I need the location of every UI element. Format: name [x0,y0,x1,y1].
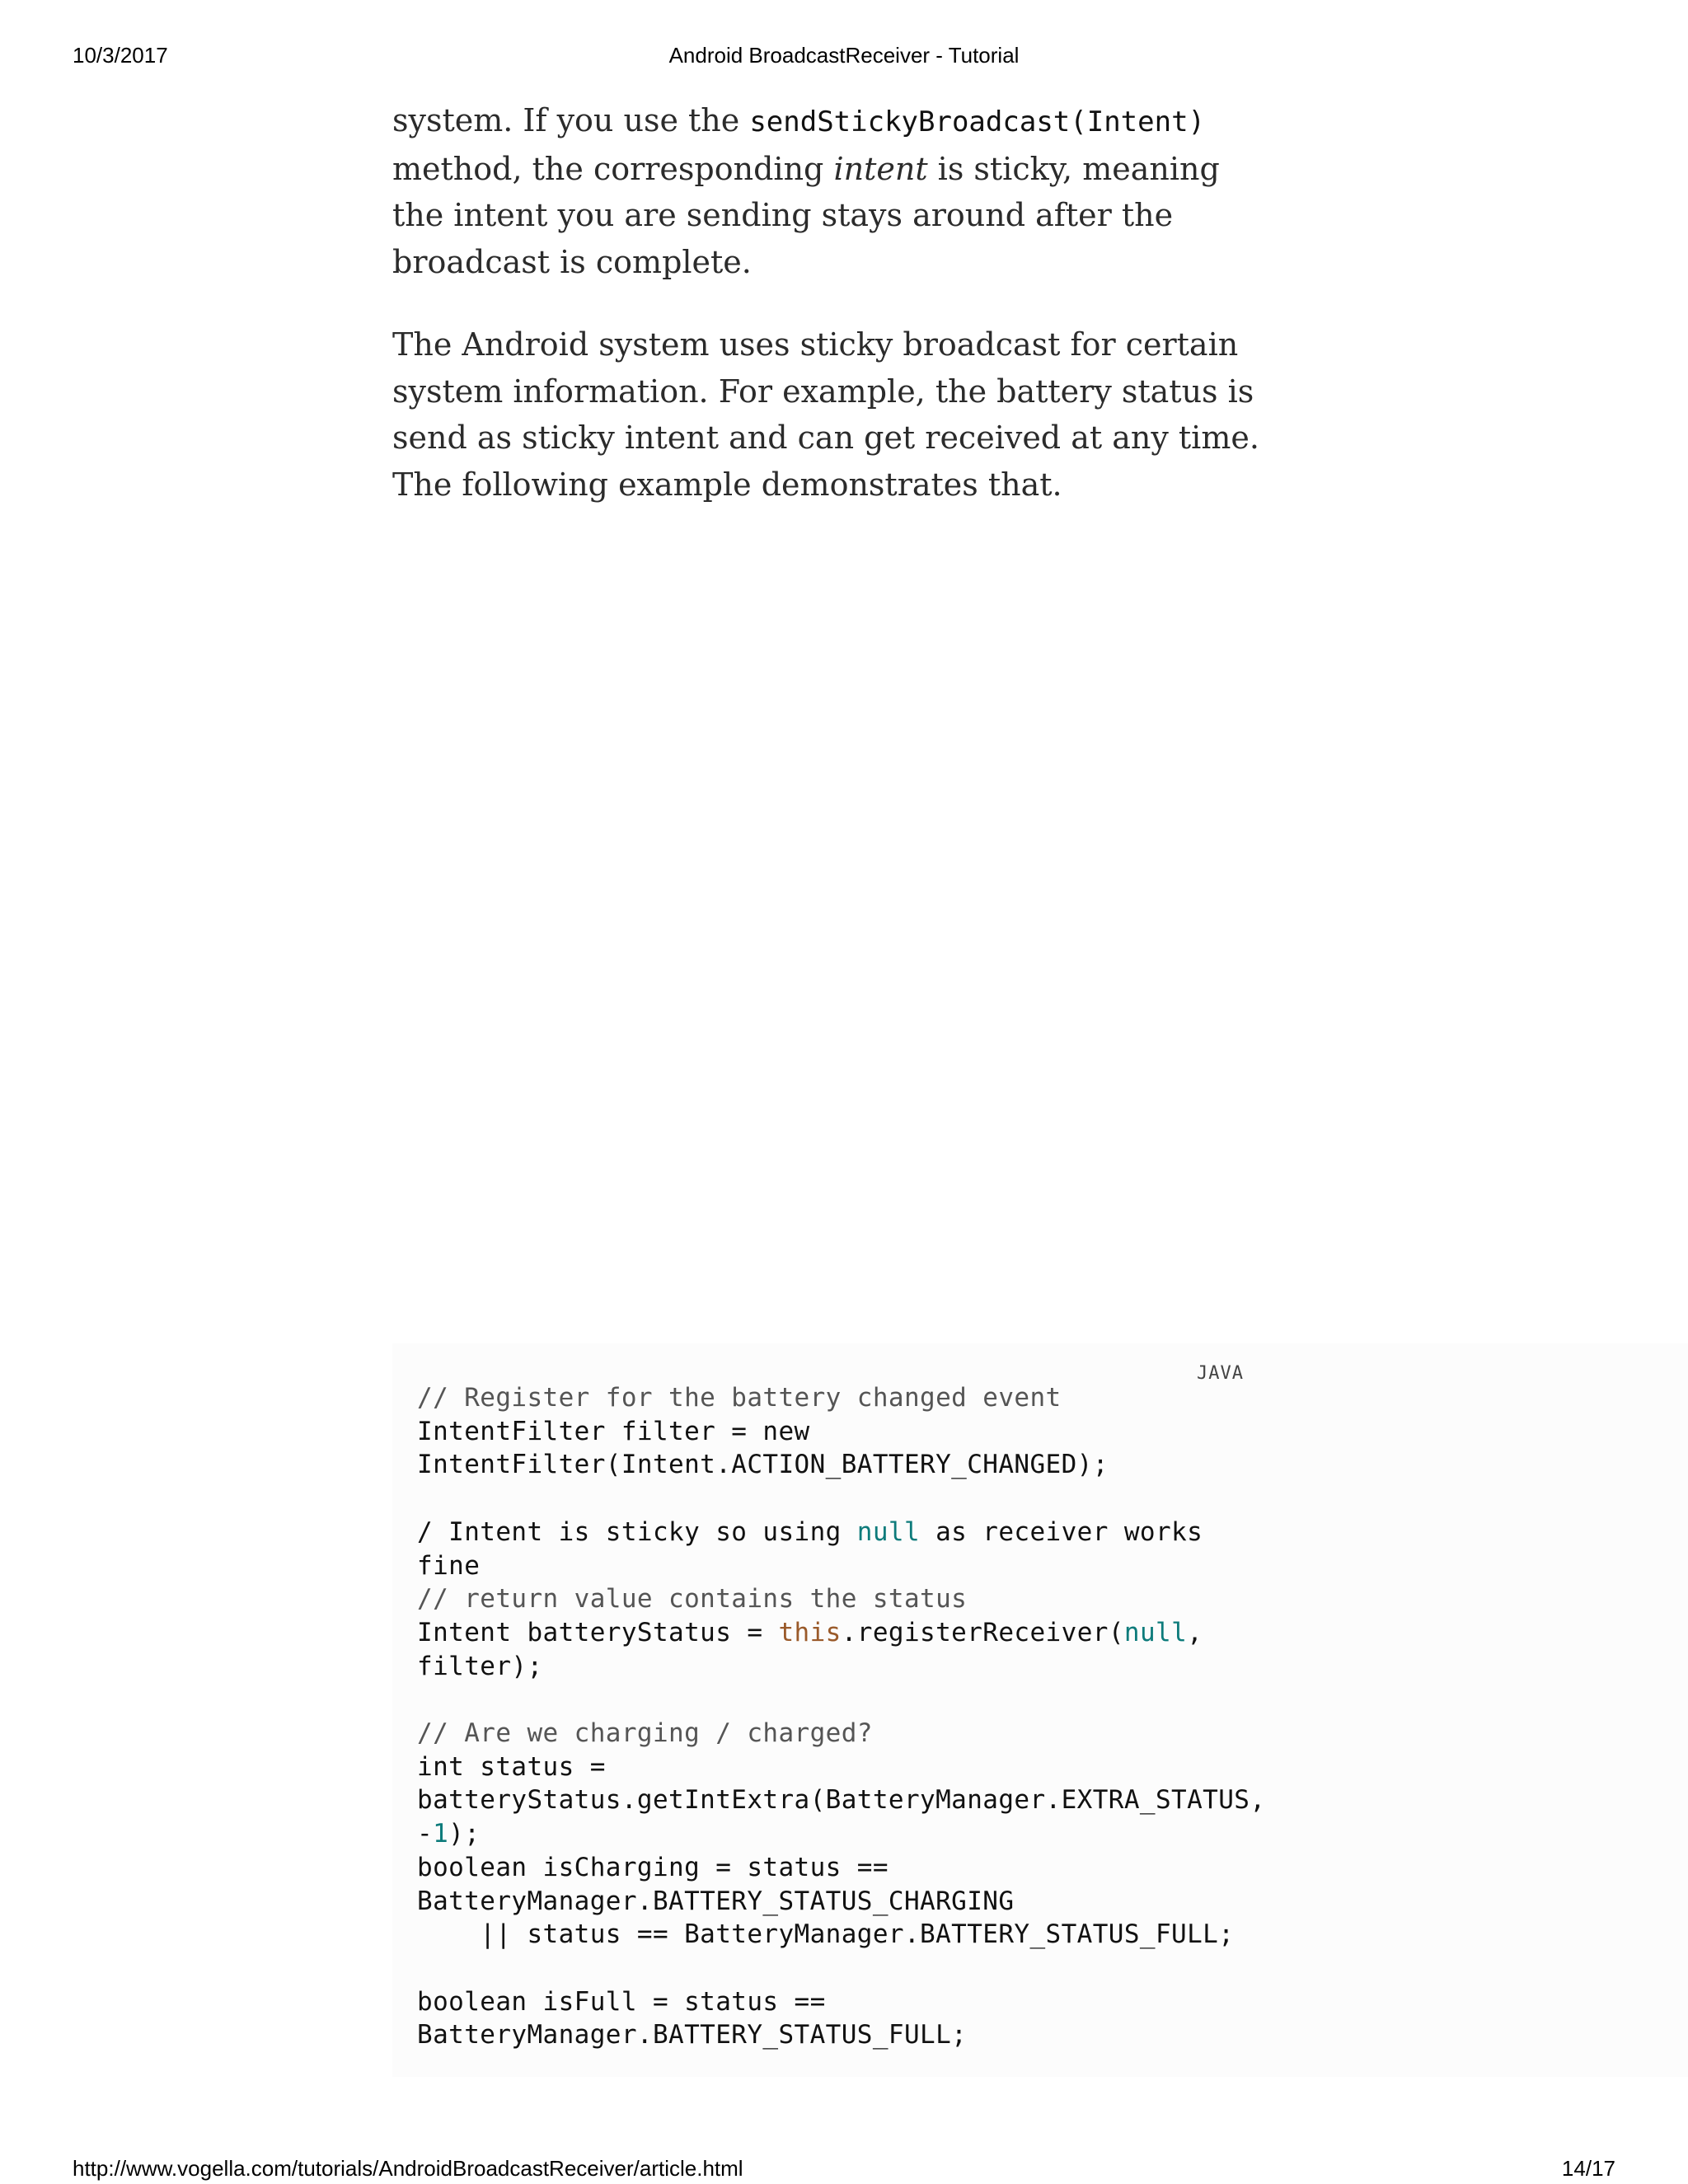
code-line: BatteryManager.BATTERY_STATUS_CHARGING [417,1886,1015,1916]
code-literal: null [1123,1617,1188,1647]
code-line: BatteryManager.BATTERY_STATUS_FULL; [417,2020,968,2050]
code-line: / Intent is sticky so using [417,1516,857,1547]
print-date: 10/3/2017 [73,43,168,68]
code-line: boolean isFull = status == [417,1986,826,2017]
print-header [73,43,1615,71]
article-body [392,97,1266,544]
code-comment: // Register for the battery changed event [417,1383,1062,1413]
code-line: Intent batteryStatus = [417,1617,779,1647]
code-listing: // Register for the battery changed event IntentFilter filter = new IntentFilter(Intent.ACTION_BATTERY_CHANGED); / Intent is sticky so using null as receiver works fine // return value contains the status Intent batteryStatus = this.registerReceiver(null, filter); // Are we charging / charged? int status = batteryStatus.getIntExtra(BatteryManager.EXTRA_STATUS, -1); boolean isCharging = status == BatteryManager.BATTERY_STATUS_CHARGING || status == BatteryManager.BATTERY_STATUS_FULL; boolean isFull = status == BatteryManager.BATTERY_STATUS_FULL; [417,1383,1266,2050]
paragraph-sticky-intent: system. If you use the sendStickyBroadcast(Intent) method, the corresponding intent is sticky, meaning the intent you are sending stays around after the broadcast is complete. [392,102,1220,280]
code-line: || status == BatteryManager.BATTERY_STATUS_FULL; [417,1919,1235,1950]
code-line: int status = [417,1751,606,1782]
emphasis-intent: intent [833,150,928,187]
inline-code: sendStickyBroadcast(Intent) [749,105,1206,138]
code-comment: // return value contains the status [417,1584,968,1615]
print-title: Android BroadcastReceiver - Tutorial [668,43,1020,68]
code-literal: 1 [433,1819,449,1849]
code-keyword: this [778,1617,842,1647]
print-footer [73,2156,1615,2184]
code-line: IntentFilter(Intent.ACTION_BATTERY_CHANGED); [417,1450,1109,1480]
code-line: IntentFilter filter = new [417,1416,810,1446]
code-line: - [417,1819,434,1849]
code-language-label: JAVA [1197,1363,1244,1384]
code-line: batteryStatus.getIntExtra(BatteryManager.EXTRA_STATUS, [417,1785,1266,1816]
paragraph-battery-status: The Android system uses sticky broadcast for certain system information. For example, the battery status is send as sticky intent and can get received at any time. The following example demonstrates that. [392,326,1259,503]
code-line: fine [417,1550,481,1581]
code-comment: // Are we charging / charged? [417,1718,873,1749]
code-literal: null [856,1516,921,1547]
print-page-number: 14/17 [1561,2156,1615,2181]
code-line: boolean isCharging = status == [417,1852,889,1882]
code-line: filter); [417,1651,543,1681]
print-url: http://www.vogella.com/tutorials/AndroidBroadcastReceiver/article.html [73,2156,743,2181]
code-block [392,1343,1688,2077]
